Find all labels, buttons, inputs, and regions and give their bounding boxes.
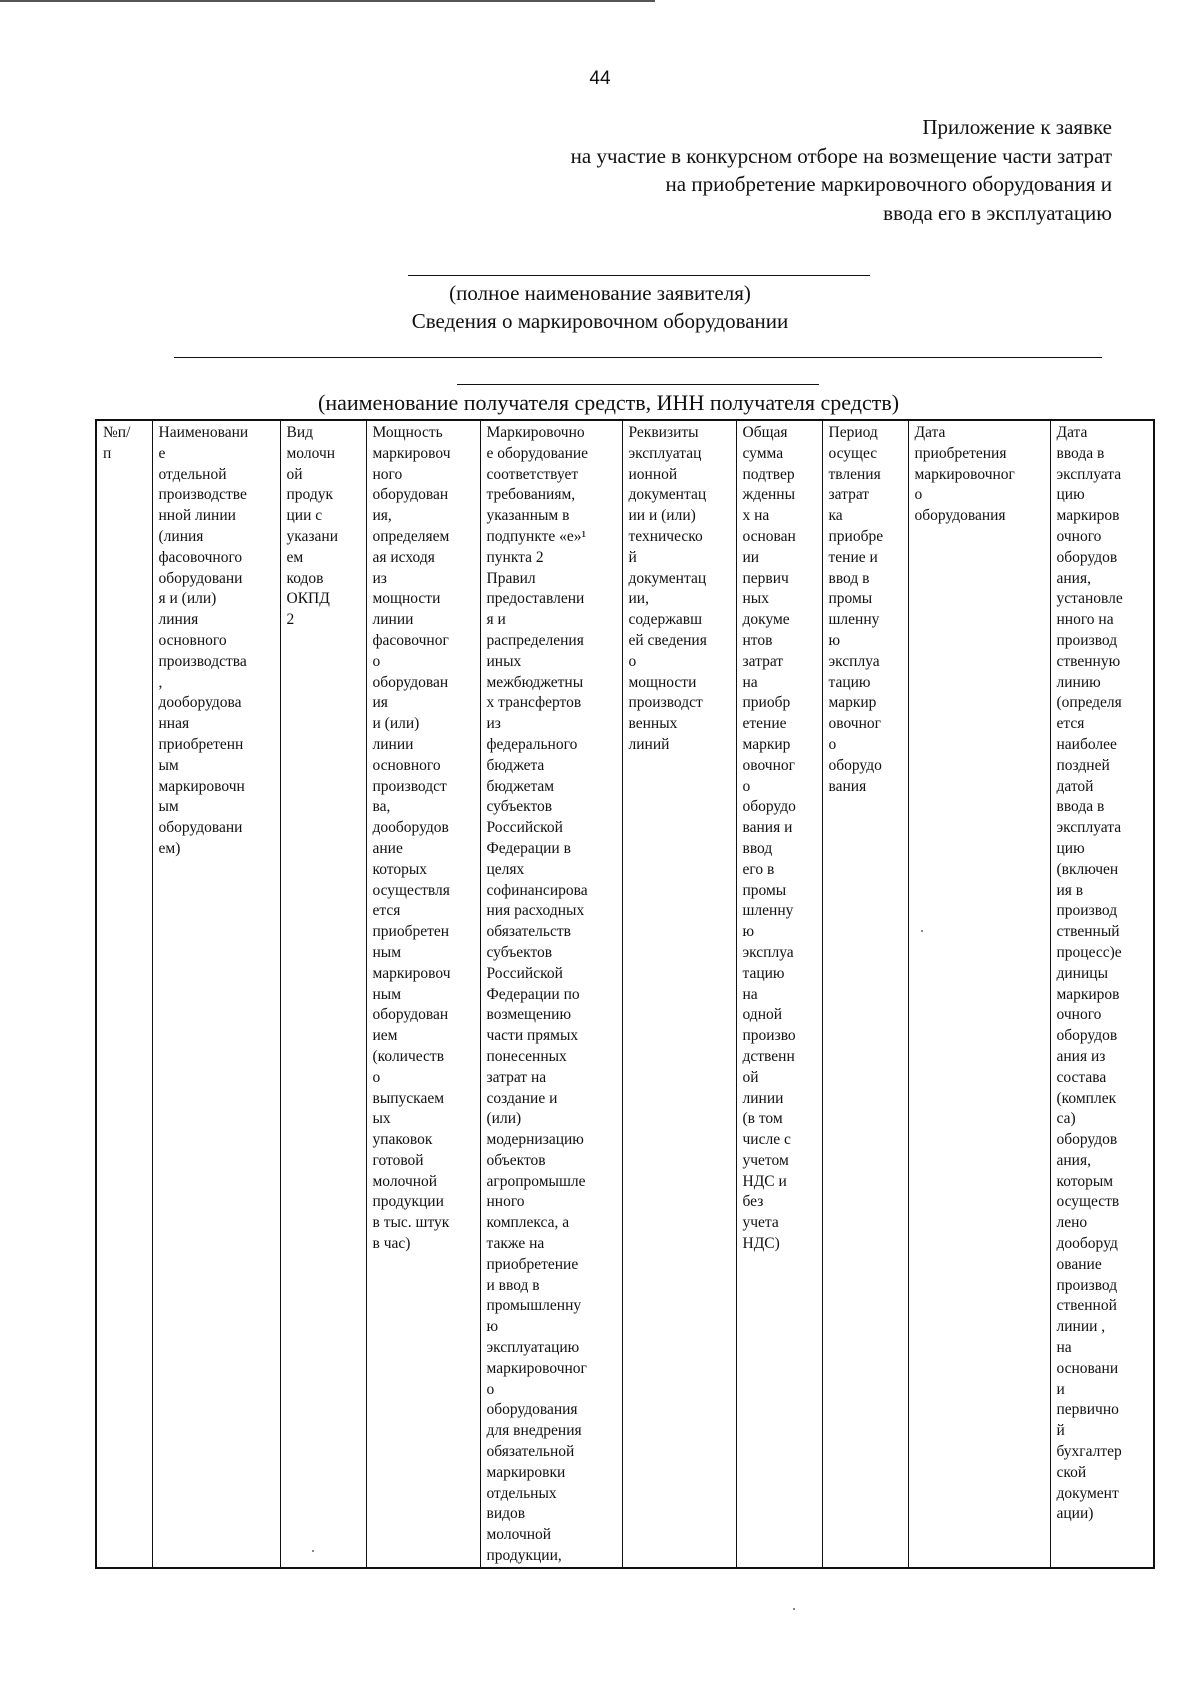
header-expense-period: Период осущес твления затрат ка приобре тение и ввод в промы шленну ю эксплуа тацию маркир овочног о оборудо вания (822, 420, 908, 1568)
applicant-caption: (полное наименование заявителя) (449, 281, 751, 305)
appendix-line: Приложение к заявке (922, 115, 1112, 139)
document-title: Сведения о маркировочном оборудовании (411, 309, 789, 333)
header-capacity: Мощность маркировоч ного оборудован ия, определяем ая исходя из мощности линии фасовочног о оборудован ия и (или) линии основного производст ва, дооборудов ание которых осуществля ется приобретен ным маркировоч ным оборудован ием (количеств о выпускаем ых упаковок готовой молочной продукции в тыс. штук в час) (366, 420, 480, 1568)
scan-speck (312, 1550, 314, 1552)
scan-speck (921, 930, 923, 932)
scan-edge-line (0, 0, 655, 2)
applicant-name-line (408, 275, 870, 276)
header-documentation: Реквизиты эксплуатац ионной документац ии и (или) техническо й документац ии, содержавш ей сведения о мощности производст венных линий (622, 420, 736, 1568)
appendix-note (412, 113, 1112, 227)
header-number: №п/ п (96, 420, 152, 1568)
header-commissioning-date: Дата ввода в эксплуата цию маркиров очного оборудов ания, установле нного на производ ственную линию (определя ется наиболее поздней датой ввода в эксплуата цию (включен ия в производ ственный процесс)е диницы маркиров очного оборудов ания из состава (комплек са) оборудов ания, которым осуществ лено дообоpуд ование производ ственной линии , на основани и первично й бухгалтер ской документ ации) (1050, 420, 1154, 1568)
recipient-short-line (457, 384, 819, 385)
recipient-name-line (174, 357, 1102, 358)
header-requirements: Маркировочно е оборудование соответствует требованиям, указанным в подпункте «е»¹ пункта 2 Правил предоставлени я и распределения иных межбюджетны х трансфертов из федерального бюджета бюджетам субъектов Российской Федерации в целях софинансирова ния расходных обязательств субъектов Российской Федерации по возмещению части прямых понесенных затрат на создание и (или) модернизацию объектов агропромышле нного комплекса, а также на приобретение и ввод в промышленну ю эксплуатацию маркировочног о оборудования для внедрения обязательной маркировки отдельных видов молочной продукции, (480, 420, 622, 1568)
page-number: 44 (589, 68, 611, 89)
header-production-line: Наименовани е отдельной производстве нной линии (линия фасовочного оборудовани я и (или) линия основного производства , дооборудова нная приобретенн ым маркировочн ым оборудовани ем) (152, 420, 280, 1568)
equipment-table (95, 419, 1155, 1569)
scan-speck (793, 1608, 795, 1610)
header-product-type: Вид молочн ой продук ции с указани ем кодов ОКПД 2 (280, 420, 366, 1568)
header-total-amount: Общая сумма подтвер жденны х на основан ии первич ных докуме нтов затрат на приобр етение маркир овочног о оборудо вания и ввод его в промы шленну ю эксплуа тацию на одной произво дственн ой линии (в том числе с учетом НДС и без учета НДС) (736, 420, 822, 1568)
appendix-line: на приобретение маркировочного оборудования и (665, 172, 1112, 196)
header-purchase-date: Дата приобретения маркировочног о оборудования (908, 420, 1050, 1568)
appendix-line: на участие в конкурсном отборе на возмещение части затрат (570, 143, 1112, 168)
recipient-caption: (наименование получателя средств, ИНН получателя средств) (318, 390, 900, 415)
table-header-row (96, 420, 1154, 1568)
appendix-line: ввода его в эксплуатацию (883, 200, 1112, 225)
